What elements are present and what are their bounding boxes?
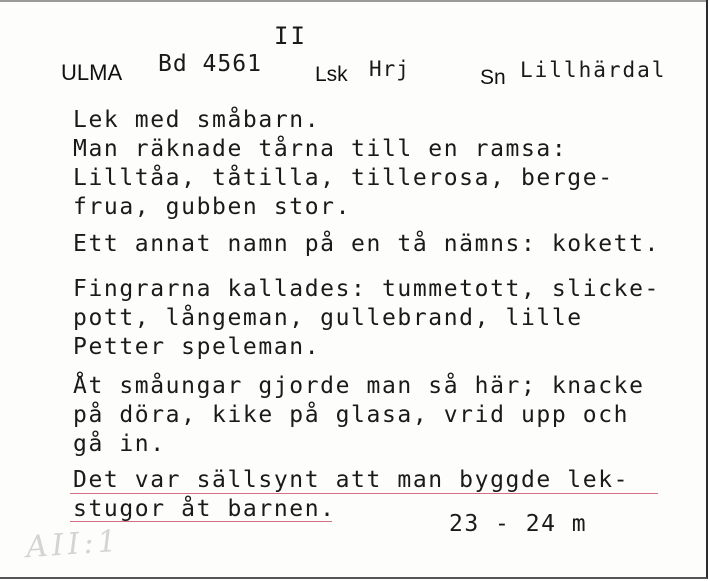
volume-number: Bd 4561 [158, 51, 262, 77]
parish-label: Sn [480, 66, 506, 89]
section-roman-numeral: II [274, 22, 307, 50]
pencil-underline [70, 521, 332, 522]
paragraph-toe-name: Ett annat namn på en tå nämns: kokett. [73, 231, 660, 257]
pencil-note: AII:1 [24, 523, 122, 566]
paragraph-finger-names: Fingrarna kallades: tummetott, slicke- pott, långeman, gullebrand, lille Petter speleman. [73, 276, 660, 360]
paragraph-small-children-game: Lek med småbarn. Man räknade tårna till en ramsa: Lilltåa, tåtilla, tillerosa, berge- frua, gubben stor. [73, 107, 614, 220]
pencil-underline [70, 493, 658, 494]
page-reference: 23 - 24 m [449, 511, 588, 537]
archive-label: ULMA [61, 60, 123, 85]
landscape-value: Hrj [369, 57, 410, 81]
landscape-label: Lsk [315, 63, 348, 86]
paragraph-face-rhyme: Åt småungar gjorde man så här; knacke på döra, kike på glasa, vrid upp och gå in. [73, 373, 645, 457]
paragraph-playhouses: Det var sällsynt att man byggde lek- stugor åt barnen. [73, 467, 630, 522]
parish-value: Lillhärdal [520, 58, 667, 82]
